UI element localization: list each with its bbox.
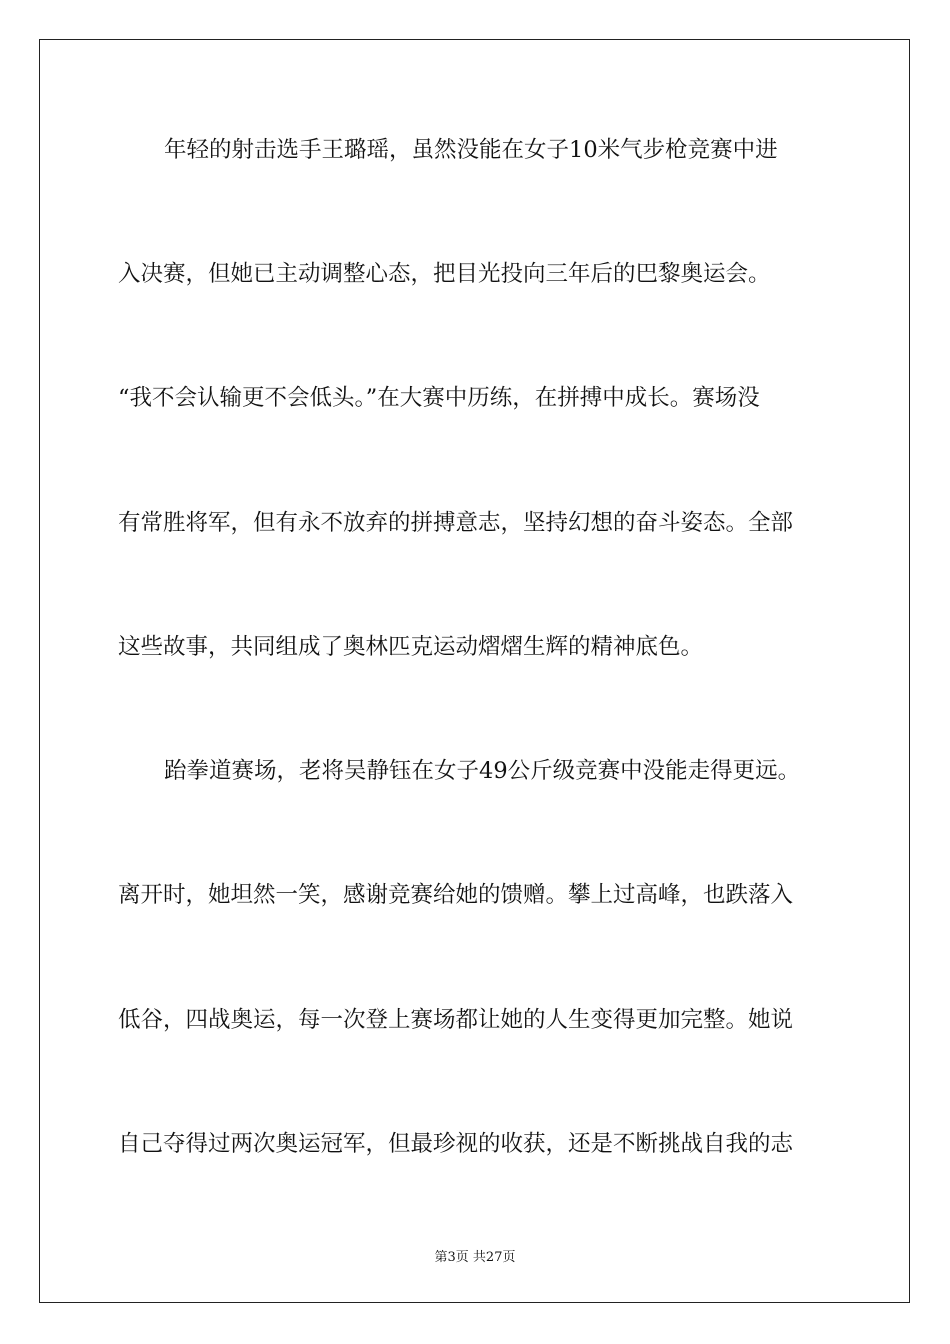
paragraph-2-line-3: 低谷，四战奥运，每一次登上赛场都让她的人生变得更加完整。她说	[118, 1007, 794, 1033]
paragraph-1-line-3: “我不会认输更不会低头。”在大赛中历练，在拼搏中成长。赛场没	[118, 385, 760, 411]
paragraph-1-line-4: 有常胜将军，但有永不放弃的拼搏意志，坚持幻想的奋斗姿态。全部	[118, 510, 794, 536]
paragraph-2-line-2: 离开时，她坦然一笑，感谢竞赛给她的馈赠。攀上过高峰，也跌落入	[118, 882, 794, 908]
paragraph-1-line-5: 这些故事，共同组成了奥林匹克运动熠熠生辉的精神底色。	[118, 634, 704, 660]
paragraph-1-line-1: 年轻的射击选手王璐瑶，虽然没能在女子10米气步枪竞赛中进	[164, 137, 778, 163]
page-border	[39, 39, 910, 1303]
page-number-footer: 第3页 共27页	[434, 1250, 516, 1265]
paragraph-2-line-4: 自己夺得过两次奥运冠军，但最珍视的收获，还是不断挑战自我的志	[118, 1131, 794, 1157]
paragraph-2-line-1: 跆拳道赛场，老将吴静钰在女子49公斤级竞赛中没能走得更远。	[164, 758, 801, 784]
paragraph-1-line-2: 入决赛，但她已主动调整心态，把目光投向三年后的巴黎奥运会。	[118, 261, 771, 287]
